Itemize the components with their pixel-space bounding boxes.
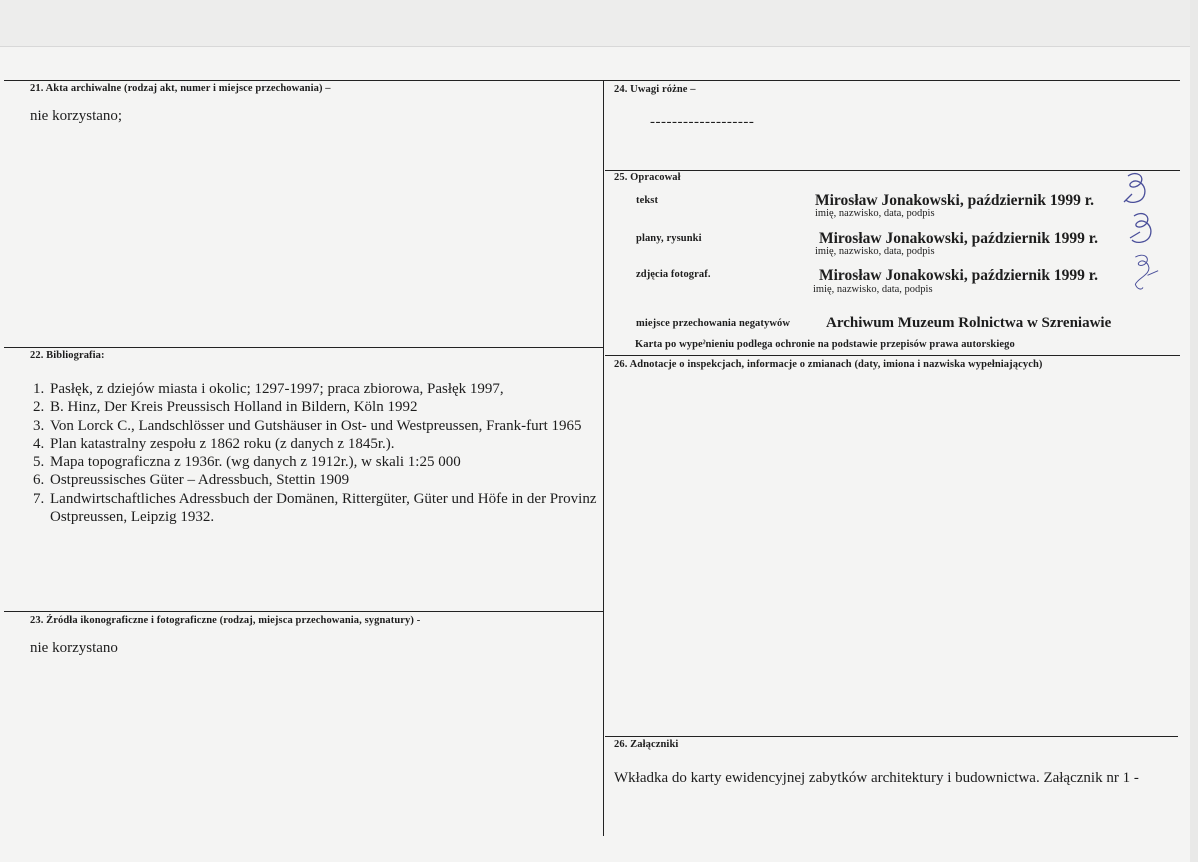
author-name-plans: Mirosław Jonakowski, październik 1999 r. [819, 230, 1099, 247]
form-top-rule [4, 80, 1180, 81]
signature-icon [1132, 254, 1160, 292]
section-25-label: 25. Opracował [614, 172, 681, 183]
signature-icon [1128, 212, 1156, 250]
author-caption-text: imię, nazwisko, data, podpis [815, 208, 935, 219]
author-role-photos: zdjęcia fotograf. [636, 269, 711, 280]
page-right-edge [1190, 0, 1198, 862]
author-name-text: Mirosław Jonakowski, październik 1999 r. [815, 192, 1095, 209]
section-22-label: 22. Bibliografia: [30, 350, 105, 361]
section-21-label: 21. Akta archiwalne (rodzaj akt, numer i miejsce przechowania) – [30, 83, 331, 94]
bibliography-item: 4. Plan katastralny zespołu z 1862 roku (z danych z 1845r.). [48, 435, 628, 453]
bibliography-item: 1. Pasłęk, z dziejów miasta i okolic; 1297-1997; praca zbiorowa, Pasłęk 1997, [48, 380, 628, 398]
page-top-margin [0, 0, 1198, 47]
negatives-label: miejsce przechowania negatywów [636, 318, 791, 329]
author-role-text: tekst [636, 195, 659, 206]
section-21-value: nie korzystano; [30, 108, 123, 124]
section-24-label: 24. Uwagi różne – [614, 84, 696, 95]
bibliography-item: 5. Mapa topograficzna z 1936r. (wg danych z 1912r.), w skali 1:25 000 [48, 453, 628, 471]
bibliography-item: 2. B. Hinz, Der Kreis Preussisch Holland in Bildern, Köln 1992 [48, 398, 628, 416]
rule-24-25 [605, 170, 1180, 171]
bibliography-item: 3. Von Lorck C., Landschlösser und Gutshäuser in Ost- und Westpreussen, Frank-furt 1965 [48, 417, 628, 435]
attachments-value: Wkładka do karty ewidencyjnej zabytków architektury i budownictwa. Załącznik nr 1 - [614, 770, 1139, 786]
negatives-value: Archiwum Muzeum Rolnictwa w Szreniawie [826, 315, 1112, 331]
author-caption-plans: imię, nazwisko, data, podpis [815, 246, 935, 257]
rule-26-attachments [605, 736, 1178, 737]
bibliography-item: 7. Landwirtschaftliches Adressbuch der Domänen, Rittergüter, Güter und Höfe in der Provinz Ostpreussen, Leipzig 1932. [48, 490, 628, 527]
author-caption-photos: imię, nazwisko, data, podpis [813, 284, 933, 295]
rule-22-23 [4, 611, 603, 612]
section-26-annotations-label: 26. Adnotacje o inspekcjach, informacje o zmianach (daty, imiona i nazwiska wypełniających) [614, 359, 1043, 370]
copyright-note: Karta po wypeˀnieniu podlega ochronie na podstawie przepisów prawa autorskiego [635, 339, 1015, 350]
author-role-plans: plany, rysunki [636, 233, 702, 244]
rule-25-26 [605, 355, 1180, 356]
bibliography-item: 6. Ostpreussisches Güter – Adressbuch, Stettin 1909 [48, 471, 628, 489]
rule-21-22 [4, 347, 603, 348]
author-name-photos: Mirosław Jonakowski, październik 1999 r. [819, 267, 1099, 284]
section-23-label: 23. Źródła ikonograficzne i fotograficzne (rodzaj, miejsca przechowania, sygnatury) - [30, 615, 421, 626]
section-23-value: nie korzystano [30, 640, 118, 656]
signature-icon [1122, 172, 1150, 210]
bibliography-list [24, 380, 628, 526]
section-26-attachments-label: 26. Załączniki [614, 739, 679, 750]
section-24-value: ------------------- [650, 114, 755, 130]
